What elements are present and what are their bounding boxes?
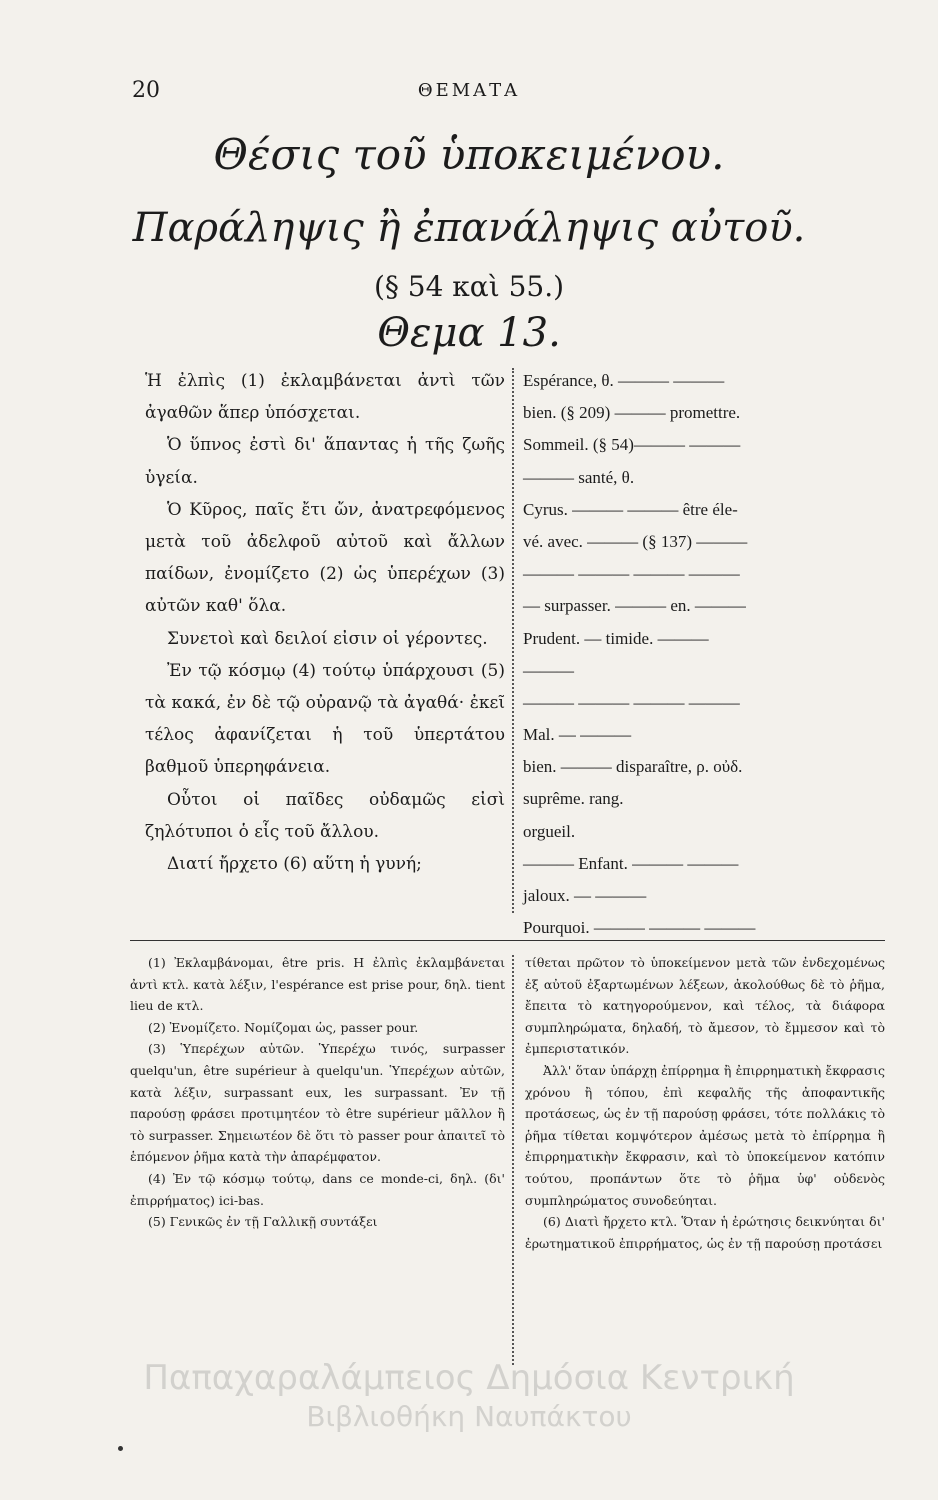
vocab-line: jaloux. — ——— bbox=[523, 886, 647, 905]
greek-sentence: Οὗτοι οἱ παῖδες οὐδαμῶς εἰσὶ ζηλότυποι ὁ εἷς τοῦ ἄλλου. bbox=[145, 789, 505, 842]
footnote-rule bbox=[130, 940, 885, 941]
column-divider bbox=[512, 368, 515, 913]
page-number: 20 bbox=[132, 78, 160, 103]
greek-sentence: Ὁ Κῦρος, παῖς ἔτι ὤν, ἀνατρεφόμενος μετὰ τοῦ ἀδελφοῦ αὐτοῦ καὶ ἄλλων παίδων, ἐνομίζετο (2) ὡς ὑπερέχων (3) αὐτῶν καθ' ὅλα. bbox=[145, 499, 505, 617]
section-title: Θέσις τοῦ ὑποκειμένου. bbox=[213, 130, 725, 179]
footnote: (4) Ἐν τῷ κόσμῳ τούτῳ, dans ce monde-ci, δηλ. (δι' ἐπιρρήματος) ici-bas. bbox=[130, 1170, 505, 1208]
vocab-line: Pourquoi. ——— ——— ——— bbox=[523, 918, 756, 938]
greek-sentence: Συνετοὶ καὶ δειλοί εἰσιν οἱ γέροντες. bbox=[167, 628, 488, 649]
vocab-line: — surpasser. ——— en. ——— bbox=[523, 596, 746, 616]
vocab-line: vé. avec. ——— (§ 137) ——— bbox=[523, 531, 748, 551]
vocab-line: ——— ——— ——— ——— bbox=[523, 564, 740, 584]
greek-sentence: Διατί ἤρχετο (6) αὕτη ἡ γυνή; bbox=[167, 854, 422, 875]
library-watermark: Παπαχαραλάμπειος Δημόσια Κεντρική bbox=[143, 1358, 795, 1398]
vocab-line: suprême. rang. bbox=[523, 789, 624, 809]
running-head: ΘΕΜΑΤΑ bbox=[417, 80, 521, 101]
footnote: (5) Γενικῶς ἐν τῇ Γαλλικῇ συντάξει bbox=[148, 1214, 378, 1230]
vocab-line: ——— Enfant. ——— ——— bbox=[523, 853, 739, 873]
vocab-line: Prudent. — timide. ——— bbox=[523, 628, 709, 648]
footnote: (6) Διατὶ ἤρχετο κτλ. Ὅταν ἡ ἐρώτησις δεικνύηται δι' ἐρωτηματικοῦ ἐπιρρήματος, ὡς ἐν τῇ παρούσῃ προτάσει bbox=[525, 1214, 885, 1251]
footnotes-right bbox=[525, 952, 885, 1254]
footnote-column-divider bbox=[512, 955, 515, 1365]
vocab-line: ——— bbox=[523, 660, 574, 680]
greek-sentence: Ἡ ἐλπὶς (1) ἐκλαμβάνεται ἀντὶ τῶν ἀγαθῶν ἅπερ ὑπόσχεται. bbox=[145, 371, 505, 424]
section-reference: (§ 54 καὶ 55.) bbox=[373, 270, 565, 303]
ink-dot bbox=[118, 1446, 123, 1451]
vocab-line: bien. (§ 209) ——— promettre. bbox=[523, 403, 741, 423]
footnote: (1) Ἐκλαμβάνομαι, être pris. Η ἐλπὶς ἐκλαμβάνεται ἀντὶ κτλ. κατὰ λέξιν, l'espérance est prise pour, δηλ. tient lieu de κτλ. bbox=[130, 955, 505, 1014]
vocab-line: Espérance, θ. ——— ——— bbox=[523, 371, 725, 390]
greek-exercise-text bbox=[145, 365, 505, 880]
footnote: (3) Ὑπερέχων αὐτῶν. Ὑπερέχω τινός, surpasser quelqu'un, être supérieur à quelqu'un. Ὑπερέχων αὐτῶν, κατὰ λέξιν, surpassant eux, les surpassant. Ἐν τῇ παρούσῃ φράσει προτιμητέον τὸ être supérieur μᾶλλον ἢ τὸ surpasser. Σημειωτέον δὲ ὅτι τὸ passer pour ἀπαιτεῖ τὸ ἑπόμενον ῥῆμα κατὰ τὴν ἀπαρέμφατον. bbox=[130, 1041, 505, 1165]
footnotes-left bbox=[130, 952, 505, 1233]
footnote: τίθεται πρῶτον τὸ ὑποκείμενον μετὰ τῶν ἐνδεχομένως ἐξ αὐτοῦ ἐξαρτωμένων λέξεων, ἀκολούθως δὲ τὸ ῥῆμα, ἔπειτα τὸ κατηγορούμενον, καὶ τέλος, τὰ διάφορα συμπληρώματα, δηλαδή, τὸ ἄμεσον, τὸ ἔμμεσον καὶ τὸ ἐμπεριστατικόν. bbox=[525, 955, 885, 1057]
vocab-line: ——— ——— ——— ——— bbox=[523, 692, 740, 712]
section-subtitle: Παράληψις ἢ ἐπανάληψις αὐτοῦ. bbox=[132, 205, 806, 251]
vocab-line: Sommeil. (§ 54)——— ——— bbox=[523, 435, 741, 455]
greek-sentence: Ἐν τῷ κόσμῳ (4) τούτῳ ὑπάρχουσι (5) τὰ κακά, ἐν δὲ τῷ οὐρανῷ τὰ ἀγαθά· ἐκεῖ τέλος ἀφανίζεται ἡ τοῦ ὑπερτάτου βαθμοῦ ὑπερηφάνεια. bbox=[145, 660, 505, 778]
exercise-heading: Θεμα 13. bbox=[377, 310, 561, 356]
vocab-line: Mal. — ——— bbox=[523, 725, 632, 745]
vocab-line: Cyrus. ——— ——— être éle- bbox=[523, 499, 738, 519]
greek-sentence: Ὁ ὕπνος ἐστὶ δι' ἅπαντας ἡ τῆς ζωῆς ὑγεία. bbox=[145, 435, 505, 488]
french-vocabulary bbox=[523, 365, 883, 944]
footnote: Ἀλλ' ὅταν ὑπάρχῃ ἐπίρρημα ἢ ἐπιρρηματικὴ ἔκφρασις χρόνου ἢ τόπου, ἐπὶ κεφαλῆς τῆς ἀποφαντικῆς προτάσεως, ὡς ἐν τῇ παρούσῃ φράσει, τότε πολλάκις τὸ ῥῆμα τίθεται κομψότερον ἀμέσως μετὰ τὸ ἐπίρρημα ἢ ἐπιρρηματικὴν ἔκφρασιν, καὶ τὸ ὑποκείμενον κατόπιν τούτου, προπάντων ὅτε τὸ ῥῆμα ὑφ' οὐδενὸς συμπληρώματος συνοδεύηται. bbox=[525, 1062, 885, 1208]
vocab-line: ——— santé, θ. bbox=[523, 467, 635, 487]
footnote: (2) Ἐνομίζετο. Νομίζομαι ὡς, passer pour. bbox=[148, 1019, 419, 1035]
vocab-line: orgueil. bbox=[523, 821, 576, 841]
library-watermark: Βιβλιοθήκη Ναυπάκτου bbox=[306, 1400, 632, 1433]
vocab-line: bien. ——— disparaître, ρ. οὐδ. bbox=[523, 757, 743, 777]
